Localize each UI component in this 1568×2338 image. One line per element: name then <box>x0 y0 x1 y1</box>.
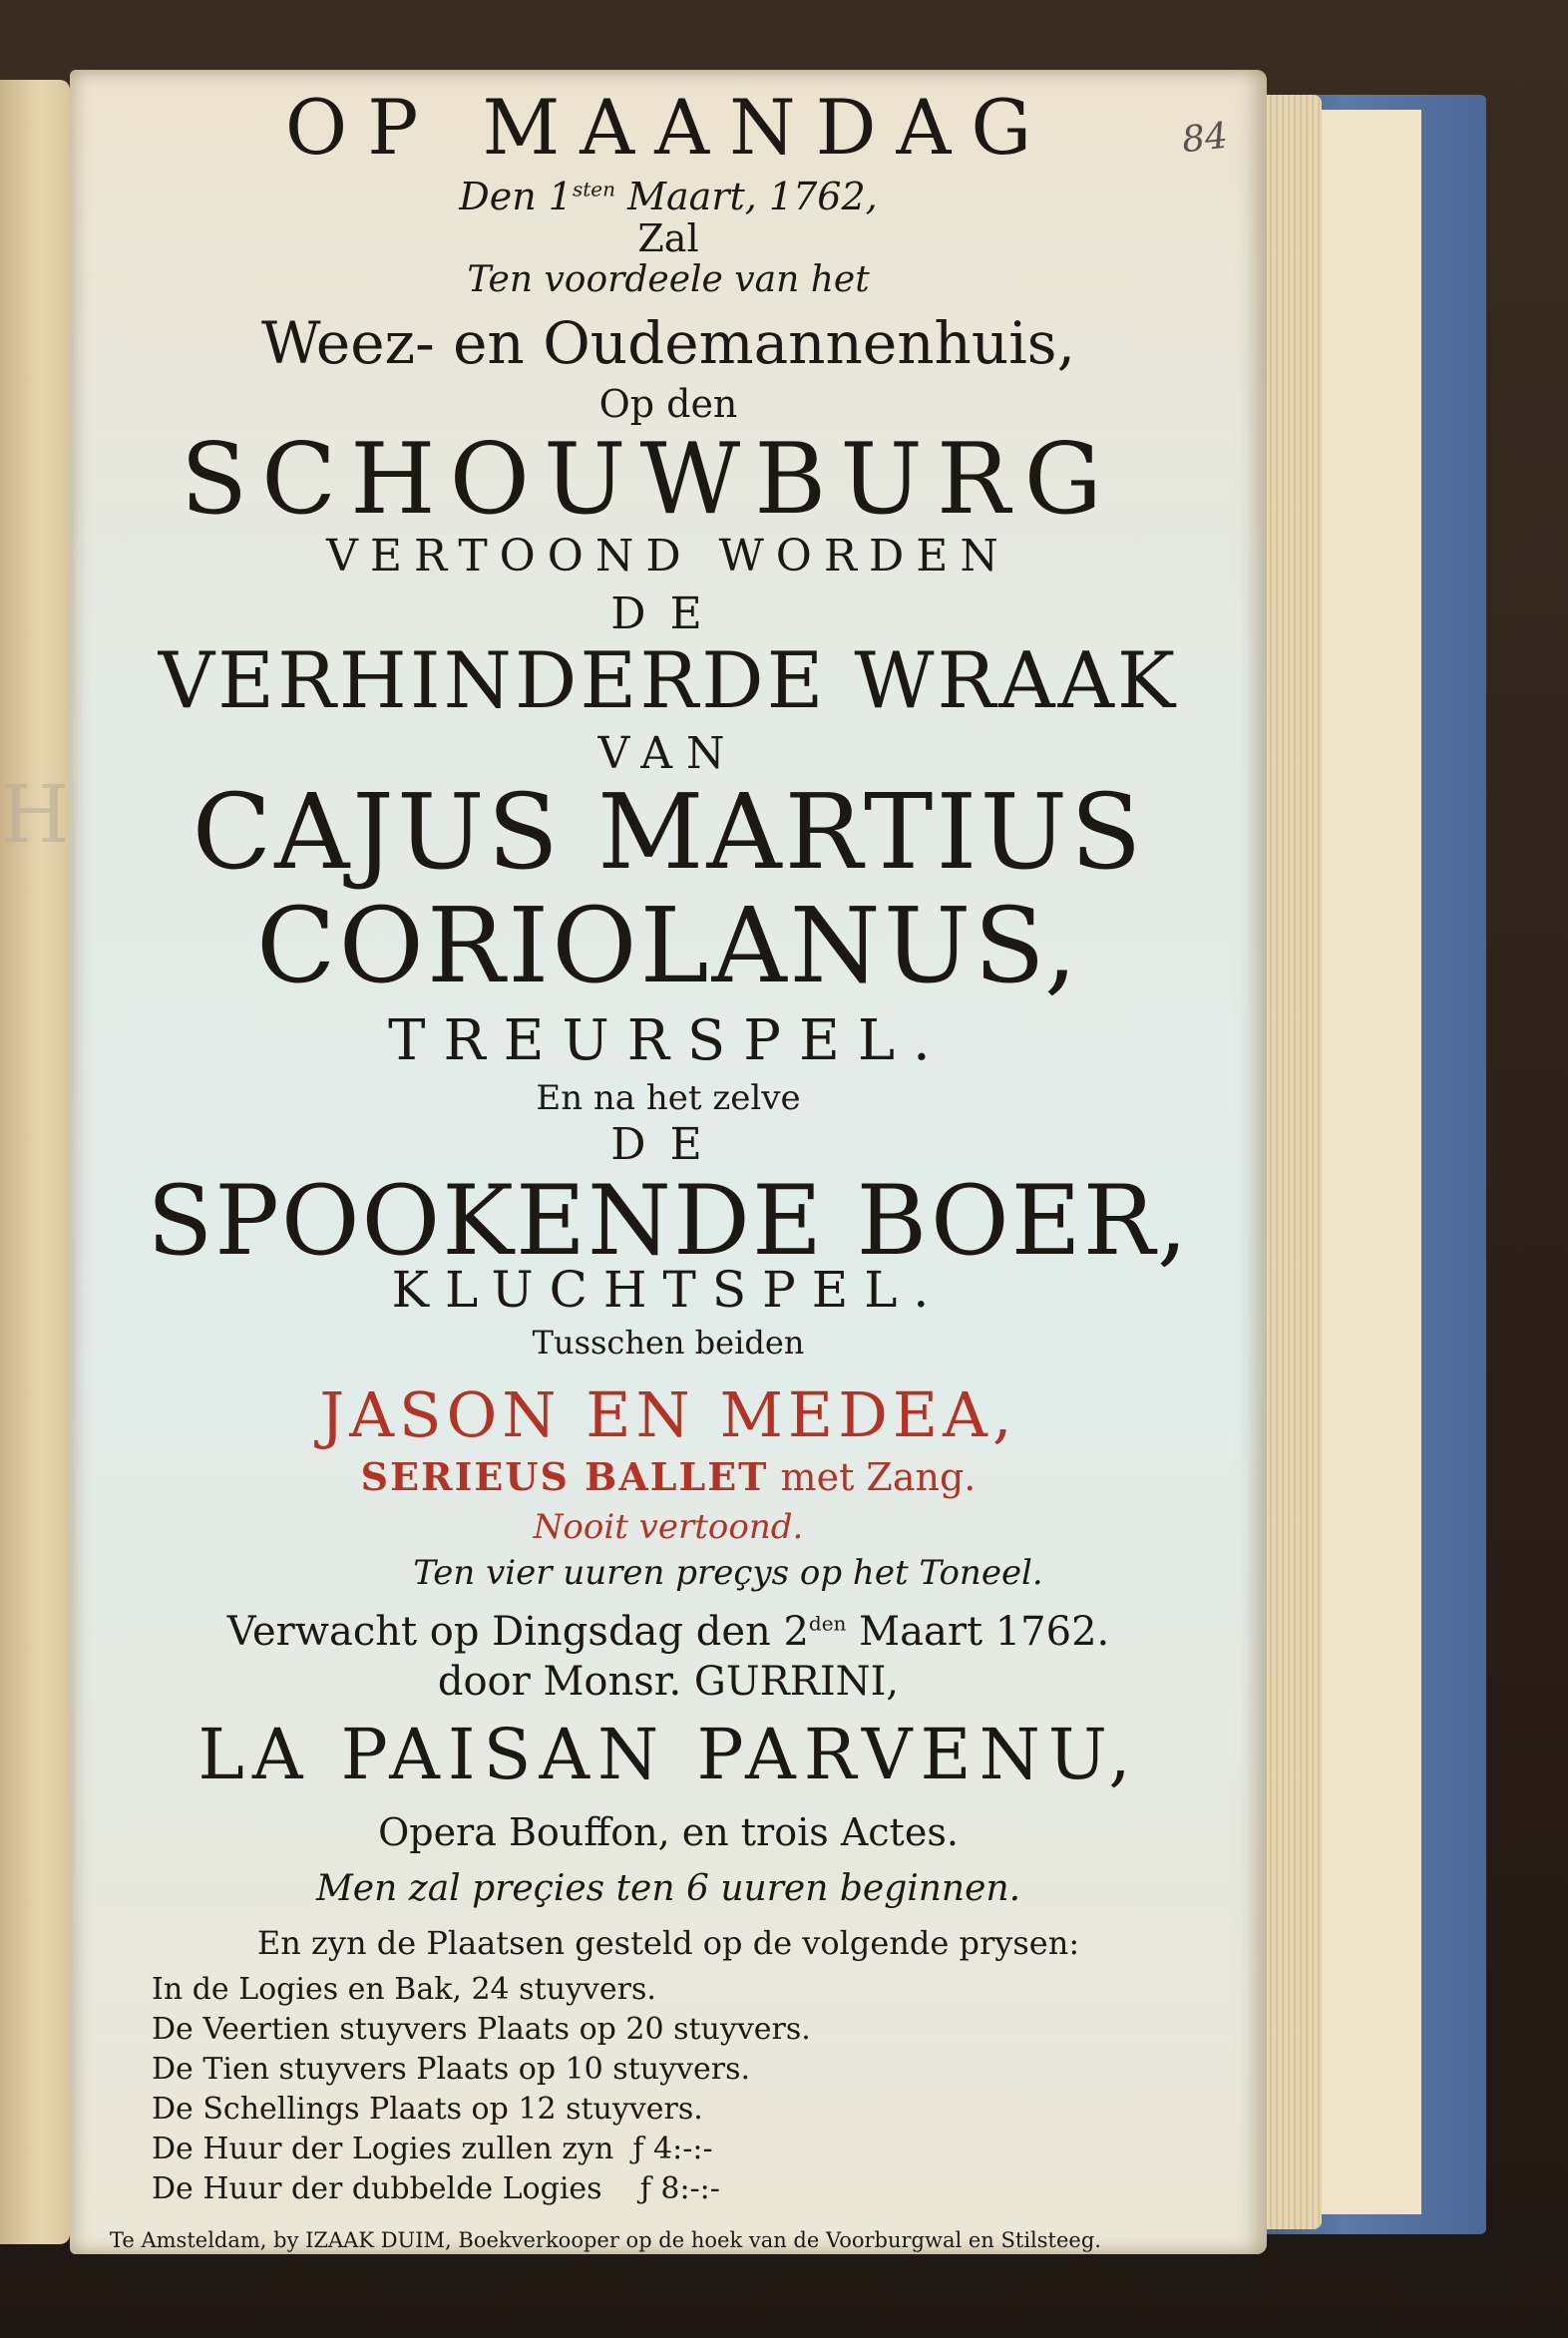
main-play-title-3: CORIOLANUS, <box>256 885 1080 1006</box>
main-play-van: VAN <box>597 728 739 779</box>
after-piece-title: SPOOKENDE BOER, <box>147 1165 1190 1277</box>
expected-start: Men zal preçies ten 6 uuren beginnen. <box>315 1868 1021 1909</box>
main-play-title-2: CAJUS MARTIUS <box>192 771 1145 893</box>
op-den-line: Op den <box>598 382 738 426</box>
playbill-page <box>70 70 1267 2254</box>
price-item: De Schellings Plaats op 12 stuyvers. <box>152 2092 703 2127</box>
bleed-through-mark: H <box>0 768 70 861</box>
price-item: De Veertien stuyvers Plaats op 20 stuyvers. <box>152 2012 811 2047</box>
expected-by: door Monsr. GURRINI, <box>437 1659 900 1705</box>
after-piece-article: DE <box>610 1119 726 1170</box>
prices-intro: En zyn de Plaatsen gesteld op de volgende prysen: <box>256 1924 1080 1962</box>
after-piece-genre: KLUCHTSPEL. <box>391 1261 946 1319</box>
ballet-note: Nooit vertoond. <box>533 1507 804 1547</box>
venue-heading: SCHOUWBURG <box>181 423 1116 537</box>
page-number: 84 <box>1179 115 1230 162</box>
zal-line: Zal <box>637 216 699 260</box>
imprint-line: Te Amsteldam, by IZAAK DUIM, Boekverkooper op de hoek van de Voorburgwal en Stilsteeg. <box>110 2228 1101 2252</box>
price-item: In de Logies en Bak, 24 stuyvers. <box>152 1972 656 2007</box>
ballet-subtitle: SERIEUS BALLET met Zang. <box>360 1454 977 1499</box>
institution-name: Weez- en Oudemannenhuis, <box>260 309 1076 377</box>
price-item: De Huur der dubbelde Logies ƒ 8:-:- <box>152 2171 720 2206</box>
date-line: Den $1^{sten}$ Maart, 1762, <box>459 175 878 218</box>
benefit-line: Ten voordeele van het <box>467 259 870 300</box>
main-play-title-1: VERHINDERDE WRAAK <box>158 636 1179 726</box>
shown-line: VERTOOND WORDEN <box>326 531 1010 582</box>
price-item: De Tien stuyvers Plaats op 10 stuyvers. <box>152 2052 750 2087</box>
day-heading: OP MAANDAG <box>284 83 1052 172</box>
left-page-edge <box>0 80 70 2244</box>
start-time: Ten vier uuren preçys op het Toneel. <box>413 1553 1043 1593</box>
main-play-genre: TREURSPEL. <box>388 1008 949 1073</box>
expected-line: Verwacht op Dingsdag den $2^{den}$ Maart 1762. <box>226 1609 1110 1655</box>
main-play-article: DE <box>610 588 726 639</box>
expected-description: Opera Bouffon, en trois Actes. <box>378 1810 959 1854</box>
price-item: De Huur der Logies zullen zyn ƒ 4:-:- <box>152 2132 713 2166</box>
after-piece-intro: En na het zelve <box>536 1078 801 1118</box>
ballet-title: JASON EN MEDEA, <box>319 1378 1017 1451</box>
ballet-intro: Tusschen beiden <box>532 1324 805 1362</box>
expected-title: LA PAISAN PARVENU, <box>197 1714 1139 1795</box>
